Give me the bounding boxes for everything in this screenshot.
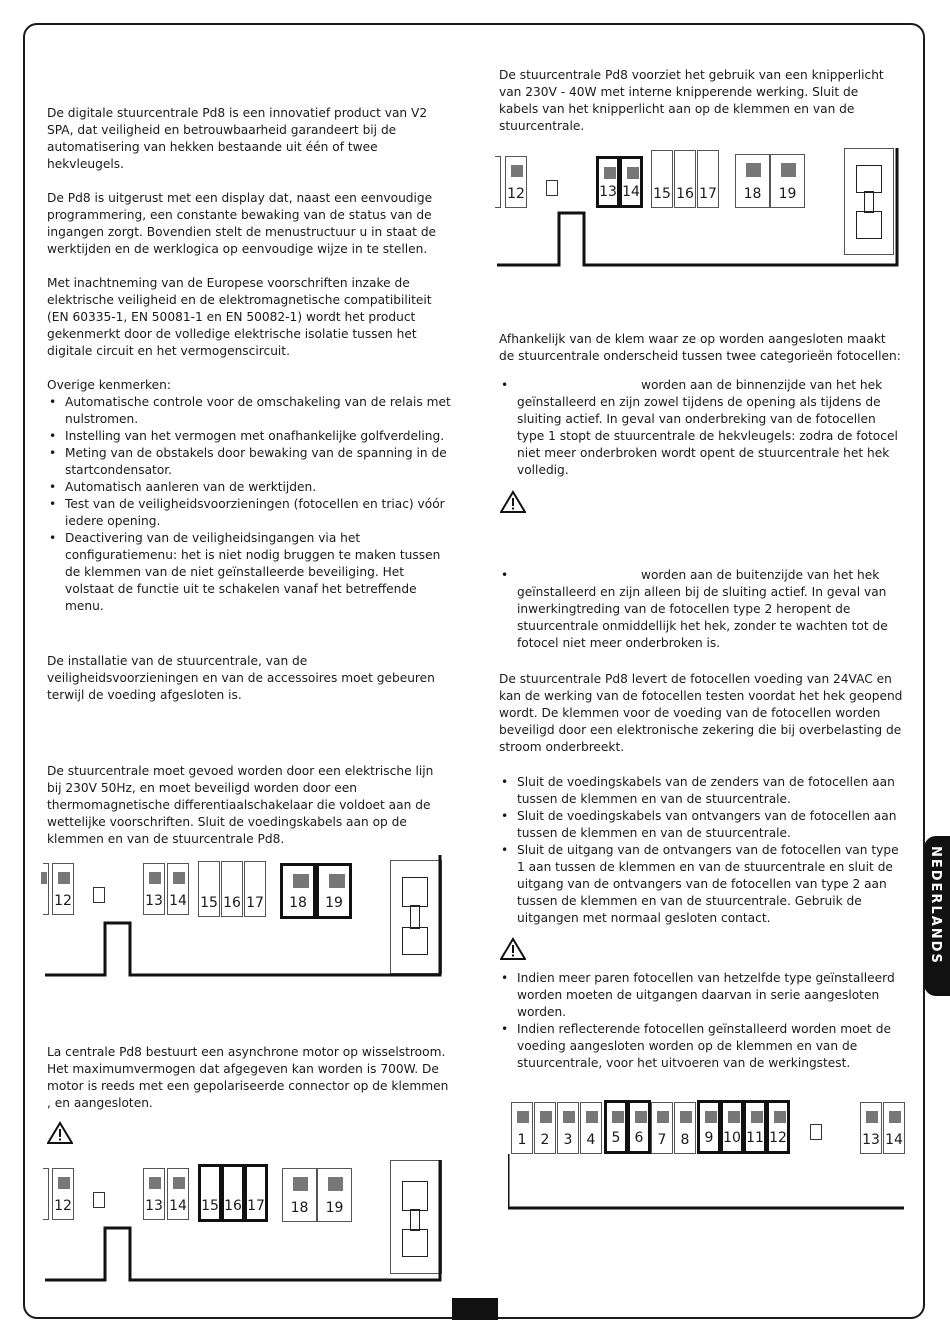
terminal: 13 — [596, 156, 620, 208]
terminal: 12 — [505, 156, 527, 208]
terminal: 19 — [316, 863, 352, 919]
terminal: 12 — [52, 1168, 74, 1220]
list-item: • Sluit de voedingskabels van ontvangers van de fotocellen aan tussen de klemmen en van de stuurcentrale. — [517, 808, 899, 842]
type1-text: worden aan de binnenzijde van het hek geïnstalleerd en zijn zowel tijdens de opening als tijdens de sluiting actief. In geval van onderbreking van de fotocellen type 1 stopt de stuurcentrale de hekvleugels: zodra de fotocel niet meer onderbroken wordt opent de stuurcentrale het hek volledig. — [517, 378, 898, 477]
terminal: 16 — [221, 1164, 245, 1222]
steps-section — [499, 774, 899, 927]
terminal: 13 — [143, 863, 165, 915]
terminal: 19 — [317, 1168, 352, 1222]
supply-paragraph: De stuurcentrale Pd8 levert de fotocellen voeding van 24VAC en kan de werking van de fotocellen testen voordat het hek geopend wordt. De klemmen voor de voeding van de fotocellen worden beveiligd door een elektronische zekering die bij overbelasting de stroom onderbreekt. — [499, 672, 903, 754]
type2-text: worden aan de buitenzijde van het hek geïnstalleerd en zijn alleen bij de sluiting actief. In geval van inwerkingtreding van de fotocellen type 2 heropent de stuurcentrale onmiddellijk het hek, zonder te wachten tot de fotocel niet meer onderbroken is. — [517, 568, 888, 650]
list-item: • Test van de veiligheidsvoorzieningen (fotocellen en triac) vóór iedere opening. — [65, 496, 455, 530]
terminal-diagram-photocells — [508, 1098, 906, 1210]
terminal: 13 — [860, 1102, 882, 1154]
list-item: • Meting van de obstakels door bewaking van de spanning in de startcondensator. — [65, 445, 455, 479]
language-tab — [924, 836, 950, 996]
features-list — [47, 394, 455, 615]
language-tab-label: NEDERLANDS — [928, 846, 943, 965]
circuit-line — [508, 1098, 906, 1210]
terminal: 17 — [244, 1164, 268, 1222]
terminal: 17 — [697, 150, 719, 208]
terminal: 2 — [534, 1102, 556, 1154]
terminal: 19 — [770, 154, 805, 208]
terminal-diagram-power — [45, 855, 445, 980]
notes-section — [499, 970, 899, 1072]
intro-paragraph: De Pd8 is uitgerust met een display dat, naast een eenvoudige programmering, een constante bewaking van de status van de ingangen zorgt. Bovendien stelt de menustructuur u in staat de werktijden en de werklogica op eenvoudige wijze in te stellen. — [47, 191, 437, 256]
terminal: 18 — [280, 863, 316, 919]
terminal: 4 — [580, 1102, 602, 1154]
terminal: 15 — [651, 150, 673, 208]
power-paragraph: De stuurcentrale moet gevoed worden door een elektrische lijn bij 230V 50Hz, en moet beveiligd worden door een thermomagnetische differentiaalschakelaar die voldoet aan de wettelijke voorschriften. Sluit de voedingskabels aan op de klemmen en van de stuurcentrale Pd8. — [47, 764, 434, 846]
terminal: 15 — [198, 1164, 222, 1222]
list-item: • Sluit de voedingskabels van de zenders van de fotocellen aan tussen de klemmen en van de stuurcentrale. — [517, 774, 899, 808]
warning-icon — [47, 1121, 73, 1145]
features-title: Overige kenmerken: — [47, 378, 171, 392]
terminal: 14 — [167, 863, 189, 915]
list-item: • Indien reflecterende fotocellen geïnstalleerd worden moet de voeding aangesloten worden op de klemmen en van de stuurcentrale, voor het uitvoeren van de werkingstest. — [517, 1021, 899, 1072]
terminal: 14 — [167, 1168, 189, 1220]
intro-section — [47, 105, 455, 615]
circuit-line — [497, 148, 902, 270]
list-item — [517, 377, 899, 479]
flasher-paragraph: De stuurcentrale Pd8 voorziet het gebruik van een knipperlicht van 230V - 40W met interne knipperende werking. Sluit de kabels van het knipperlicht aan op de klemmen en van de stuurcentrale. — [499, 68, 884, 133]
terminal: 15 — [198, 861, 220, 917]
terminal: 18 — [282, 1168, 317, 1222]
terminal: 14 — [883, 1102, 905, 1154]
list-item: • Sluit de uitgang van de ontvangers van de fotocellen van type 1 aan tussen de klemmen en van de stuurcentrale en sluit de uitgang van de ontvangers van de fotocellen van type 2 aan tussen de klemmen en van de stuurcentrale. Gebruik de uitgangen met normaal gesloten contact. — [517, 842, 899, 927]
motor-paragraph: La centrale Pd8 bestuurt een asynchrone motor op wisselstroom. Het maximumvermogen dat afgegeven kan worden is 700W. De motor is reeds met een gepolariseerde connector op de klemmen , en aangesloten. — [47, 1045, 449, 1110]
warning-icon — [500, 937, 526, 961]
intro-paragraph: Met inachtneming van de Europese voorschriften inzake de elektrische veiligheid en de elektromagnetische compatibiliteit (EN 60335-1, EN 50081-1 en EN 50082-1) wordt het product gekenmerkt door de volledige elektrische isolatie tussen het digitale circuit en het vermogenscircuit. — [47, 276, 432, 358]
terminal: 3 — [557, 1102, 579, 1154]
photocells-intro: Afhankelijk van de klem waar ze op worden aangesloten maakt de stuurcentrale onderscheid tussen twee categorieën fotocellen: — [499, 332, 901, 363]
list-item: • Indien meer paren fotocellen van hetzelfde type geïnstalleerd worden moeten de uitgangen daarvan in serie aangesloten worden. — [517, 970, 899, 1021]
terminal: 11 — [743, 1100, 767, 1154]
terminal: 5 — [604, 1100, 628, 1154]
list-item: • Automatisch aanleren van de werktijden. — [65, 479, 455, 496]
terminal-diagram-flasher — [497, 148, 902, 270]
list-item: • Deactivering van de veiligheidsingangen via het configuratiemenu: het is niet nodig bruggen te maken tussen de klemmen van de niet geïnstalleerde beveiliging. Het volstaat de functie uit te schakelen vanaf het betreffende menu. — [65, 530, 455, 615]
warning-icon — [500, 490, 526, 514]
photocell-type2 — [499, 567, 899, 652]
terminal: 9 — [697, 1100, 721, 1154]
page-number-tab — [452, 1298, 498, 1320]
photocell-type1 — [499, 377, 899, 479]
intro-paragraph: De digitale stuurcentrale Pd8 is een innovatief product van V2 SPA, dat veiligheid en betrouwbaarheid garandeert bij de automatisering van hekken bestaande uit één of twee hekvleugels. — [47, 106, 428, 171]
terminal-diagram-motor — [45, 1160, 445, 1285]
terminal: 18 — [735, 154, 770, 208]
installation-paragraph: De installatie van de stuurcentrale, van de veiligheidsvoorzieningen en van de accessoires moet gebeuren terwijl de voeding afgesloten is. — [47, 654, 435, 702]
terminal: 10 — [720, 1100, 744, 1154]
terminal: 12 — [52, 863, 74, 915]
list-item: • Instelling van het vermogen met onafhankelijke golfverdeling. — [65, 428, 455, 445]
list-item: • Automatische controle voor de omschakeling van de relais met nulstromen. — [65, 394, 455, 428]
terminal: 8 — [674, 1102, 696, 1154]
list-item — [517, 567, 899, 652]
terminal: 6 — [627, 1100, 651, 1154]
circuit-line — [45, 1160, 445, 1285]
terminal: 1 — [511, 1102, 533, 1154]
terminal: 14 — [619, 156, 643, 208]
terminal: 12 — [766, 1100, 790, 1154]
terminal: 17 — [244, 861, 266, 917]
terminal: 16 — [674, 150, 696, 208]
circuit-line — [45, 855, 445, 980]
terminal: 13 — [143, 1168, 165, 1220]
terminal: 7 — [651, 1102, 673, 1154]
terminal: 16 — [221, 861, 243, 917]
